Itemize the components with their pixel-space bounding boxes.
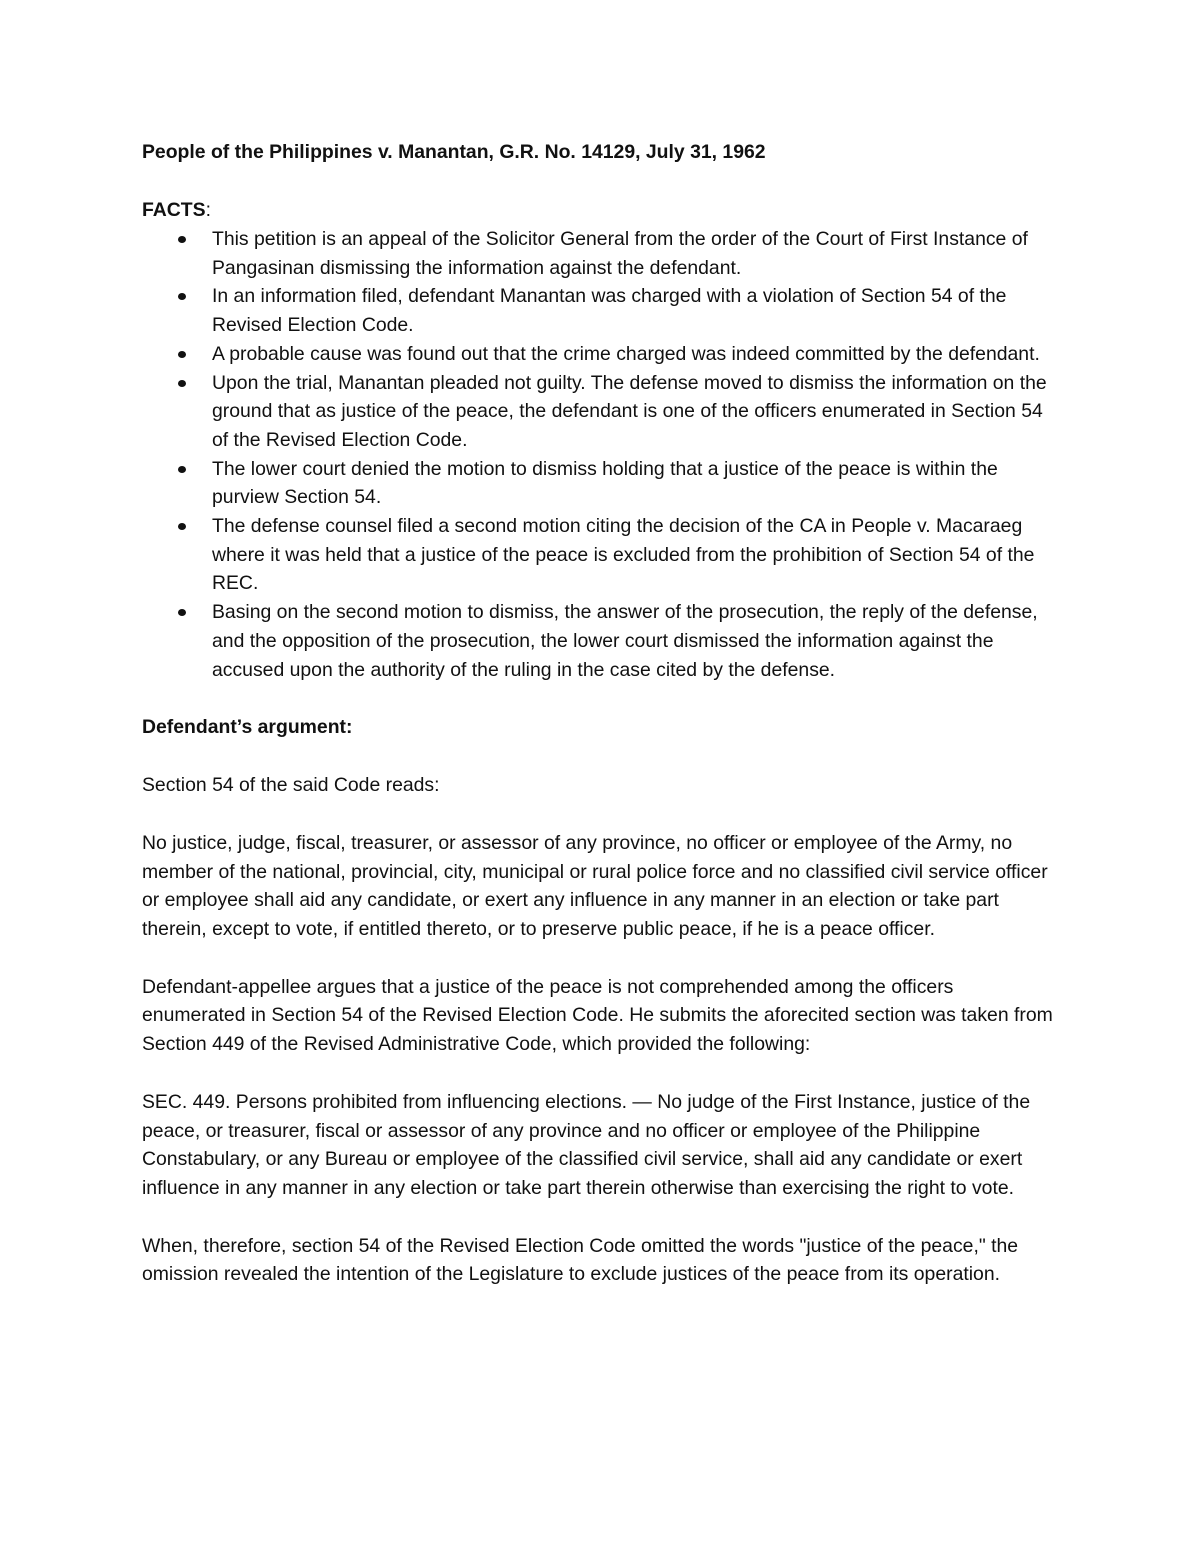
argument-paragraph: Defendant-appellee argues that a justice of the peace is not comprehended among the officers enumerated in Section 54 of the Revised Election Code. He submits the aforecited section was taken from Section 449 of the Revised Administrative Code, which provided the following: [142, 975, 1053, 1056]
list-item [142, 225, 1062, 282]
case-title: People of the Philippines v. Manantan, G.R. No. 14129, July 31, 1962 [142, 141, 766, 163]
quoted-section-54: No justice, judge, fiscal, treasurer, or assessor of any province, no officer or employee of the Army, no member of the national, provincial, city, municipal or rural police force and no classified civil service officer or employee shall aid any candidate, or exert any influence in any manner in an election or take part therein, except to vote, if entitled thereto, or to preserve public peace, if he is a peace officer. [142, 831, 1048, 941]
bullet-icon [178, 523, 186, 530]
bullet-icon [178, 380, 186, 387]
list-item [142, 455, 1062, 512]
list-item [142, 512, 1062, 598]
argument-paragraph: Section 54 of the said Code reads: [142, 774, 440, 797]
fact-text: The lower court denied the motion to dismiss holding that a justice of the peace is within the purview Section 54. [212, 457, 998, 509]
list-item [142, 369, 1062, 455]
facts-heading-label: FACTS [142, 199, 206, 221]
fact-text: Basing on the second motion to dismiss, the answer of the prosecution, the reply of the defense, and the opposition of the prosecution, the lower court dismissed the information against the accused upon the authority of the ruling in the case cited by the defense. [212, 601, 1038, 681]
fact-text: A probable cause was found out that the crime charged was indeed committed by the defendant. [212, 342, 1040, 365]
list-item [142, 340, 1062, 369]
document-page [142, 138, 1062, 1289]
facts-heading [142, 196, 1062, 225]
bullet-icon [178, 609, 186, 616]
fact-text: This petition is an appeal of the Solicitor General from the order of the Court of First Instance of Pangasinan dismissing the information against the defendant. [212, 228, 1028, 279]
bullet-icon [178, 293, 186, 300]
fact-text: In an information filed, defendant Manantan was charged with a violation of Section 54 of the Revised Election Code. [212, 285, 1007, 337]
fact-text: Upon the trial, Manantan pleaded not guilty. The defense moved to dismiss the information on the ground that as justice of the peace, the defendant is one of the officers enumerated in Section 54 of the Revised Election Code. [212, 371, 1047, 451]
list-item [142, 598, 1062, 684]
bullet-icon [178, 351, 186, 358]
quoted-section-449: SEC. 449. Persons prohibited from influencing elections. — No judge of the First Instance, justice of the peace, or treasurer, fiscal or assessor of any province and no officer or employee of the Philippine Constabulary, or any Bureau or employee of the classified civil service, shall aid any candidate or exert influence in any manner in any election or take part therein otherwise than exercising the right to vote. [142, 1090, 1031, 1199]
facts-list [142, 225, 1062, 684]
argument-paragraph: When, therefore, section 54 of the Revised Election Code omitted the words "justice of the peace," the omission revealed the intention of the Legislature to exclude justices of the peace from its operation. [142, 1234, 1019, 1286]
bullet-icon [178, 466, 186, 473]
facts-heading-colon: : [205, 199, 211, 221]
fact-text: The defense counsel filed a second motion citing the decision of the CA in People v. Macaraeg where it was held that a justice of the peace is excluded from the prohibition of Section 54 of the REC. [212, 515, 1035, 595]
list-item [142, 282, 1062, 339]
bullet-icon [178, 236, 186, 243]
argument-heading: Defendant’s argument: [142, 716, 353, 739]
